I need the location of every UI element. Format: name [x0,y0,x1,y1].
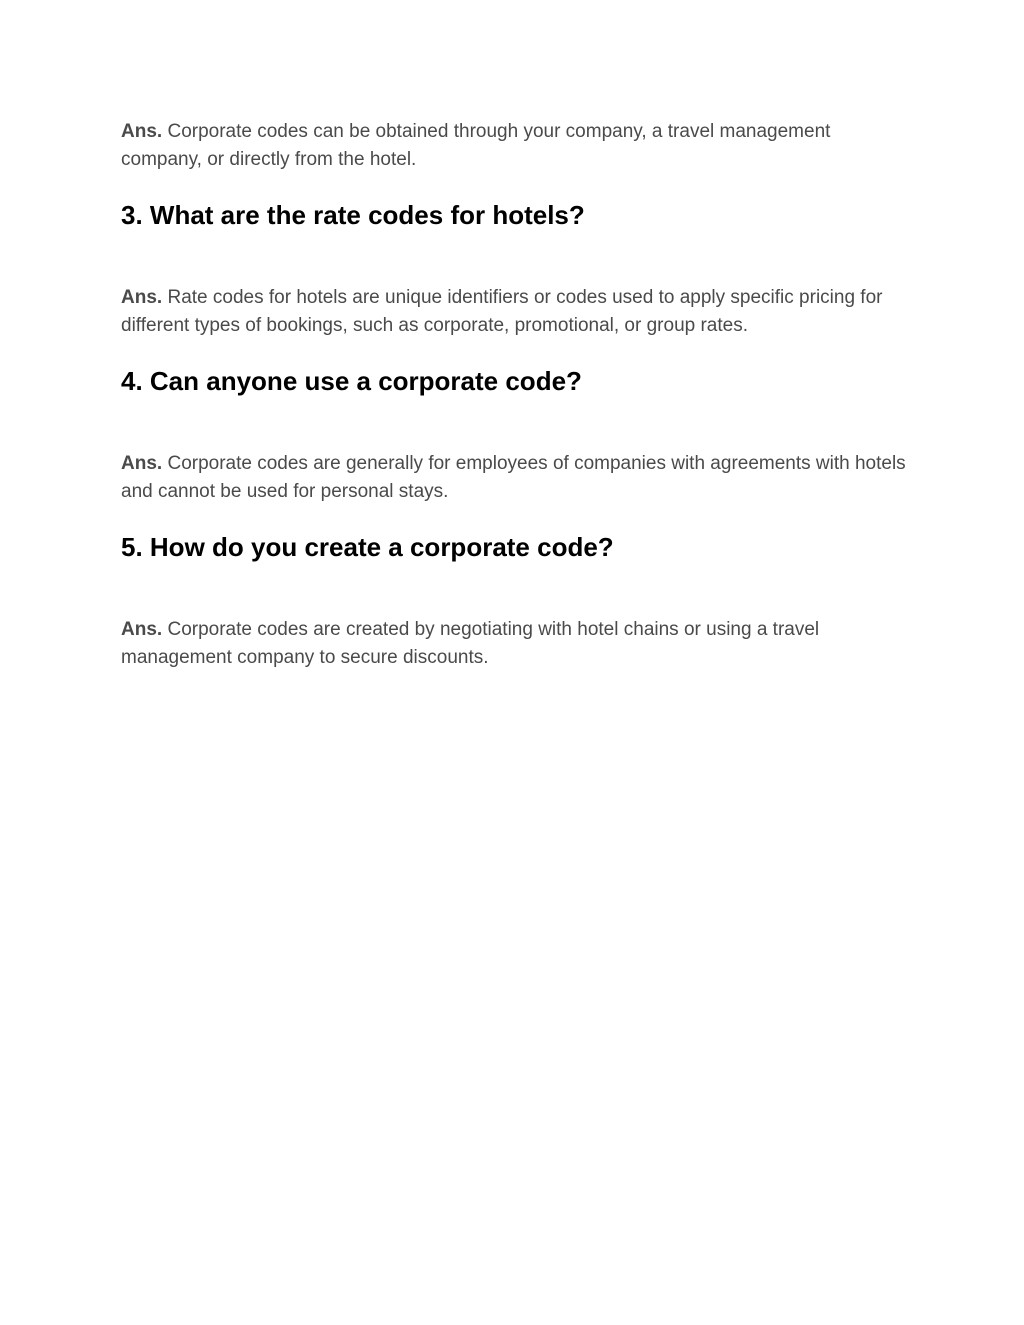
answer-text: Corporate codes are generally for employees of companies with agreements with hotels and cannot be used for personal stays. [121,453,906,502]
faq-content [121,118,911,672]
answer-label: Ans. [121,619,163,640]
question-heading: 3. What are the rate codes for hotels? [121,200,585,230]
answer-paragraph [121,450,911,506]
answer-label: Ans. [121,121,163,142]
answer-paragraph [121,118,911,174]
question-heading: 4. Can anyone use a corporate code? [121,366,582,396]
answer-paragraph [121,616,911,672]
answer-paragraph [121,284,911,340]
answer-text: Corporate codes are created by negotiating with hotel chains or using a travel management company to secure discounts. [121,619,820,668]
answer-label: Ans. [121,453,163,474]
question-heading: 5. How do you create a corporate code? [121,532,614,562]
answer-text: Corporate codes can be obtained through your company, a travel management company, or directly from the hotel. [121,121,831,170]
answer-label: Ans. [121,287,163,308]
answer-text: Rate codes for hotels are unique identifiers or codes used to apply specific pricing for different types of bookings, such as corporate, promotional, or group rates. [121,287,883,336]
